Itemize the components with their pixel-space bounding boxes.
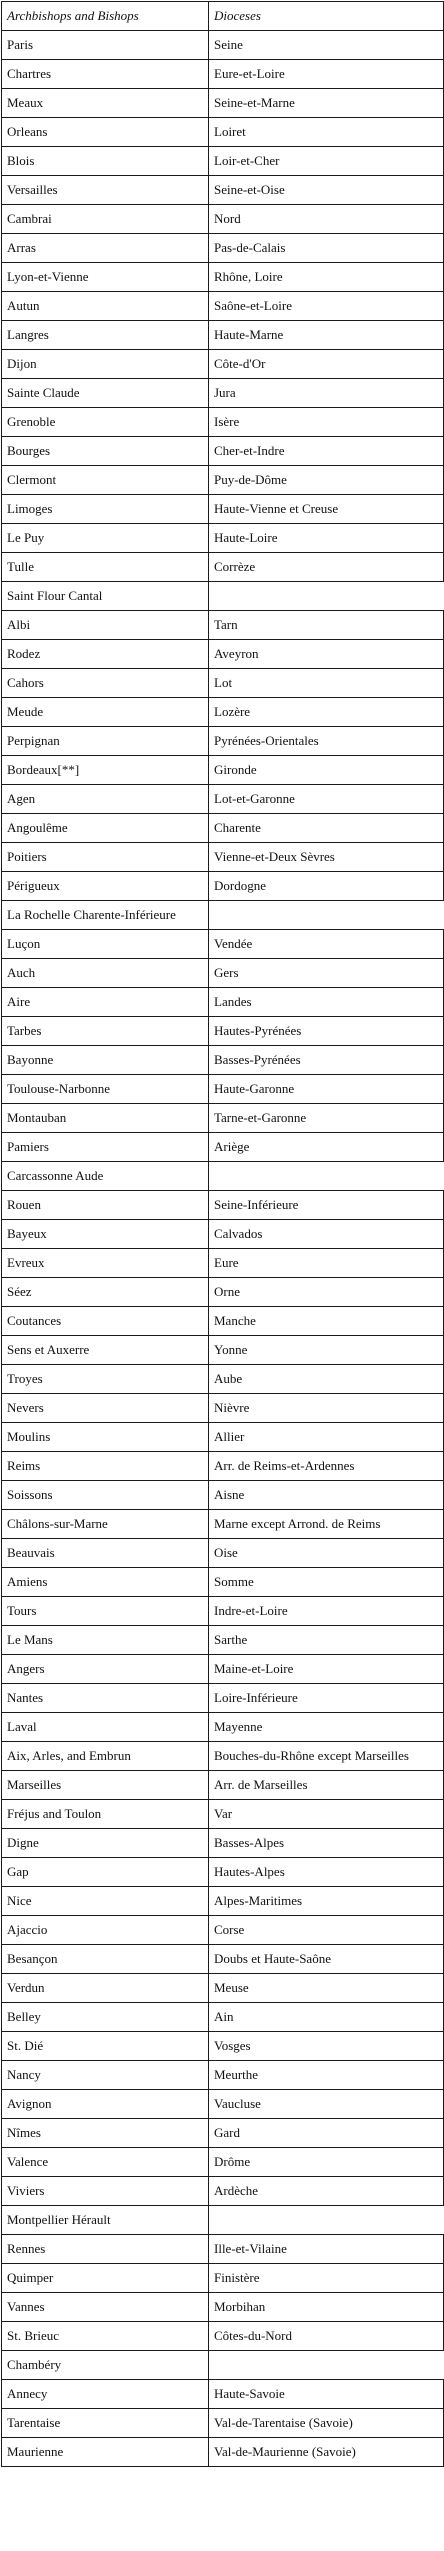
diocese-cell: Arr. de Marseilles [209, 1771, 444, 1800]
table-row [2, 321, 444, 350]
bishop-cell: Aix, Arles, and Embrun [2, 1742, 209, 1771]
table-row [2, 1887, 444, 1916]
bishop-cell: Ajaccio [2, 1916, 209, 1945]
diocese-cell: Gers [209, 959, 444, 988]
table-row [2, 2264, 444, 2293]
diocese-cell: Sarthe [209, 1626, 444, 1655]
table-row [2, 31, 444, 60]
table-row [2, 292, 444, 321]
table-row [2, 2380, 444, 2409]
diocese-cell: Lozère [209, 698, 444, 727]
diocese-cell: Dordogne [209, 872, 444, 901]
table-row [2, 60, 444, 89]
diocese-cell: Jura [209, 379, 444, 408]
bishop-cell: Sens et Auxerre [2, 1336, 209, 1365]
diocese-cell: Vaucluse [209, 2090, 444, 2119]
diocese-cell: Haute-Savoie [209, 2380, 444, 2409]
table-row [2, 1365, 444, 1394]
table-row [2, 901, 444, 930]
bishop-cell: Amiens [2, 1568, 209, 1597]
diocese-cell: Puy-de-Dôme [209, 466, 444, 495]
bishop-cell: Viviers [2, 2177, 209, 2206]
bishop-cell: Perpignan [2, 727, 209, 756]
bishop-cell: Luçon [2, 930, 209, 959]
table-row [2, 1452, 444, 1481]
table-row [2, 1597, 444, 1626]
table-row [2, 2177, 444, 2206]
table-row [2, 118, 444, 147]
diocese-cell: Haute-Vienne et Creuse [209, 495, 444, 524]
table-row [2, 205, 444, 234]
section-cell: Saint Flour Cantal [2, 582, 209, 611]
diocese-cell: Landes [209, 988, 444, 1017]
bishop-cell: Gap [2, 1858, 209, 1887]
diocese-cell: Val-de-Tarentaise (Savoie) [209, 2409, 444, 2438]
bishop-cell: Nice [2, 1887, 209, 1916]
header-archbishops-and-bishops: Archbishops and Bishops [2, 2, 209, 31]
bishop-cell: Limoges [2, 495, 209, 524]
table-row [2, 2206, 444, 2235]
table-row [2, 930, 444, 959]
diocese-cell: Charente [209, 814, 444, 843]
bishop-cell: Toulouse-Narbonne [2, 1075, 209, 1104]
table-row [2, 1075, 444, 1104]
bishop-cell: Coutances [2, 1307, 209, 1336]
diocese-cell: Loiret [209, 118, 444, 147]
section-cell: Chambéry [2, 2351, 209, 2380]
table-row [2, 466, 444, 495]
bishop-cell: Rennes [2, 2235, 209, 2264]
table-row [2, 1249, 444, 1278]
table-row [2, 756, 444, 785]
diocese-cell: Oise [209, 1539, 444, 1568]
diocese-cell: Vienne-et-Deux Sèvres [209, 843, 444, 872]
bishop-cell: Cahors [2, 669, 209, 698]
table-row [2, 1278, 444, 1307]
diocese-cell: Eure [209, 1249, 444, 1278]
diocese-cell: Ille-et-Vilaine [209, 2235, 444, 2264]
table-row [2, 988, 444, 1017]
bishop-cell: Tarbes [2, 1017, 209, 1046]
table-row [2, 2351, 444, 2380]
table-row [2, 2061, 444, 2090]
table-row [2, 234, 444, 263]
diocese-cell: Vendée [209, 930, 444, 959]
table-row [2, 1771, 444, 1800]
table-row [2, 1800, 444, 1829]
diocese-cell: Seine-et-Oise [209, 176, 444, 205]
table-row [2, 698, 444, 727]
diocese-cell: Haute-Marne [209, 321, 444, 350]
bishop-cell: Reims [2, 1452, 209, 1481]
bishop-cell: Lyon-et-Vienne [2, 263, 209, 292]
diocese-cell: Meuse [209, 1974, 444, 2003]
dioceses-table-container [1, 1, 443, 2467]
table-row [2, 1133, 444, 1162]
table-row [2, 843, 444, 872]
table-row [2, 1539, 444, 1568]
bishop-cell: Nevers [2, 1394, 209, 1423]
table-header-row [2, 2, 444, 31]
bishop-cell: Blois [2, 147, 209, 176]
bishop-cell: Autun [2, 292, 209, 321]
diocese-cell: Tarne-et-Garonne [209, 1104, 444, 1133]
diocese-cell: Ardèche [209, 2177, 444, 2206]
bishop-cell: Tarentaise [2, 2409, 209, 2438]
table-row [2, 1829, 444, 1858]
diocese-cell: Gard [209, 2119, 444, 2148]
bishop-cell: Versailles [2, 176, 209, 205]
bishop-cell: Pamiers [2, 1133, 209, 1162]
bishop-cell: St. Brieuc [2, 2322, 209, 2351]
bishop-cell: Avignon [2, 2090, 209, 2119]
bishop-cell: Nîmes [2, 2119, 209, 2148]
bishop-cell: Clermont [2, 466, 209, 495]
table-row [2, 147, 444, 176]
table-row [2, 1307, 444, 1336]
bishop-cell: Troyes [2, 1365, 209, 1394]
table-row [2, 1046, 444, 1075]
diocese-cell: Doubs et Haute-Saône [209, 1945, 444, 1974]
bishop-cell: Laval [2, 1713, 209, 1742]
bishop-cell: Cambrai [2, 205, 209, 234]
diocese-cell: Haute-Garonne [209, 1075, 444, 1104]
bishop-cell: Digne [2, 1829, 209, 1858]
bishop-cell: Dijon [2, 350, 209, 379]
bishop-cell: Valence [2, 2148, 209, 2177]
diocese-cell: Cher-et-Indre [209, 437, 444, 466]
diocese-cell: Vosges [209, 2032, 444, 2061]
bishop-cell: Nantes [2, 1684, 209, 1713]
diocese-cell: Var [209, 1800, 444, 1829]
diocese-cell: Rhône, Loire [209, 263, 444, 292]
diocese-cell: Indre-et-Loire [209, 1597, 444, 1626]
header-dioceses: Dioceses [209, 2, 444, 31]
diocese-cell: Nièvre [209, 1394, 444, 1423]
diocese-cell: Côtes-du-Nord [209, 2322, 444, 2351]
diocese-cell: Hautes-Alpes [209, 1858, 444, 1887]
bishop-cell: Bordeaux[**] [2, 756, 209, 785]
table-row [2, 553, 444, 582]
bishop-cell: Montauban [2, 1104, 209, 1133]
diocese-cell: Bouches-du-Rhône except Marseilles [209, 1742, 444, 1771]
table-row [2, 1713, 444, 1742]
table-row [2, 2090, 444, 2119]
bishop-cell: Chartres [2, 60, 209, 89]
bishop-cell: Moulins [2, 1423, 209, 1452]
diocese-cell: Calvados [209, 1220, 444, 1249]
diocese-cell: Lot-et-Garonne [209, 785, 444, 814]
diocese-cell: Aisne [209, 1481, 444, 1510]
table-row [2, 582, 444, 611]
diocese-cell: Seine-Inférieure [209, 1191, 444, 1220]
bishop-cell: Beauvais [2, 1539, 209, 1568]
bishop-cell: Maurienne [2, 2438, 209, 2467]
table-row [2, 379, 444, 408]
bishop-cell: Besançon [2, 1945, 209, 1974]
bishop-cell: Vannes [2, 2293, 209, 2322]
table-row [2, 1655, 444, 1684]
bishop-cell: Tours [2, 1597, 209, 1626]
bishop-cell: Verdun [2, 1974, 209, 2003]
empty-cell [209, 901, 444, 930]
table-row [2, 1191, 444, 1220]
table-row [2, 959, 444, 988]
table-row [2, 814, 444, 843]
table-row [2, 2003, 444, 2032]
table-row [2, 2032, 444, 2061]
bishop-cell: Annecy [2, 2380, 209, 2409]
table-row [2, 350, 444, 379]
bishop-cell: Langres [2, 321, 209, 350]
table-row [2, 89, 444, 118]
diocese-cell: Finistère [209, 2264, 444, 2293]
table-row [2, 1684, 444, 1713]
diocese-cell: Seine-et-Marne [209, 89, 444, 118]
table-row [2, 1974, 444, 2003]
bishop-cell: Aire [2, 988, 209, 1017]
bishop-cell: Angoulême [2, 814, 209, 843]
diocese-cell: Ain [209, 2003, 444, 2032]
diocese-cell: Tarn [209, 611, 444, 640]
table-row [2, 611, 444, 640]
table-row [2, 1626, 444, 1655]
table-row [2, 1104, 444, 1133]
bishop-cell: Arras [2, 234, 209, 263]
diocese-cell: Côte-d'Or [209, 350, 444, 379]
section-cell: Montpellier Hérault [2, 2206, 209, 2235]
bishop-cell: Albi [2, 611, 209, 640]
diocese-cell: Aveyron [209, 640, 444, 669]
bishop-cell: Séez [2, 1278, 209, 1307]
bishop-cell: Auch [2, 959, 209, 988]
table-row [2, 1945, 444, 1974]
diocese-cell: Val-de-Maurienne (Savoie) [209, 2438, 444, 2467]
dioceses-table [1, 1, 444, 2467]
diocese-cell: Arr. de Reims-et-Ardennes [209, 1452, 444, 1481]
diocese-cell: Yonne [209, 1336, 444, 1365]
diocese-cell: Drôme [209, 2148, 444, 2177]
table-row [2, 495, 444, 524]
table-row [2, 2293, 444, 2322]
diocese-cell: Aube [209, 1365, 444, 1394]
diocese-cell: Saône-et-Loire [209, 292, 444, 321]
diocese-cell: Ariège [209, 1133, 444, 1162]
table-row [2, 2235, 444, 2264]
bishop-cell: Sainte Claude [2, 379, 209, 408]
table-row [2, 2438, 444, 2467]
diocese-cell: Hautes-Pyrénées [209, 1017, 444, 1046]
table-row [2, 1220, 444, 1249]
diocese-cell: Orne [209, 1278, 444, 1307]
table-row [2, 2119, 444, 2148]
diocese-cell: Lot [209, 669, 444, 698]
table-row [2, 785, 444, 814]
bishop-cell: Meude [2, 698, 209, 727]
diocese-cell: Allier [209, 1423, 444, 1452]
table-row [2, 669, 444, 698]
diocese-cell: Morbihan [209, 2293, 444, 2322]
empty-cell [209, 582, 444, 611]
empty-cell [209, 2206, 444, 2235]
diocese-cell: Manche [209, 1307, 444, 1336]
table-row [2, 872, 444, 901]
diocese-cell: Isère [209, 408, 444, 437]
table-row [2, 1394, 444, 1423]
diocese-cell: Meurthe [209, 2061, 444, 2090]
table-row [2, 727, 444, 756]
table-row [2, 1916, 444, 1945]
bishop-cell: Evreux [2, 1249, 209, 1278]
table-row [2, 176, 444, 205]
bishop-cell: Rouen [2, 1191, 209, 1220]
bishop-cell: Soissons [2, 1481, 209, 1510]
bishop-cell: Grenoble [2, 408, 209, 437]
diocese-cell: Loir-et-Cher [209, 147, 444, 176]
table-row [2, 640, 444, 669]
table-row [2, 263, 444, 292]
bishop-cell: Bayonne [2, 1046, 209, 1075]
table-row [2, 1017, 444, 1046]
diocese-cell: Maine-et-Loire [209, 1655, 444, 1684]
bishop-cell: Bourges [2, 437, 209, 466]
table-row [2, 1481, 444, 1510]
table-body [2, 31, 444, 2467]
bishop-cell: Le Mans [2, 1626, 209, 1655]
bishop-cell: Fréjus and Toulon [2, 1800, 209, 1829]
table-row [2, 2148, 444, 2177]
bishop-cell: Angers [2, 1655, 209, 1684]
bishop-cell: St. Dié [2, 2032, 209, 2061]
table-row [2, 1336, 444, 1365]
table-row [2, 524, 444, 553]
bishop-cell: Châlons-sur-Marne [2, 1510, 209, 1539]
table-row [2, 1423, 444, 1452]
diocese-cell: Pyrénées-Orientales [209, 727, 444, 756]
table-row [2, 1568, 444, 1597]
bishop-cell: Quimper [2, 2264, 209, 2293]
diocese-cell: Eure-et-Loire [209, 60, 444, 89]
diocese-cell: Mayenne [209, 1713, 444, 1742]
diocese-cell: Alpes-Maritimes [209, 1887, 444, 1916]
table-row [2, 2409, 444, 2438]
diocese-cell: Nord [209, 205, 444, 234]
table-row [2, 1742, 444, 1771]
table-row [2, 1162, 444, 1191]
empty-cell [209, 2351, 444, 2380]
diocese-cell: Basses-Alpes [209, 1829, 444, 1858]
bishop-cell: Nancy [2, 2061, 209, 2090]
table-row [2, 1510, 444, 1539]
diocese-cell: Gironde [209, 756, 444, 785]
bishop-cell: Poitiers [2, 843, 209, 872]
section-cell: Carcassonne Aude [2, 1162, 209, 1191]
diocese-cell: Somme [209, 1568, 444, 1597]
diocese-cell: Marne except Arrond. de Reims [209, 1510, 444, 1539]
bishop-cell: Bayeux [2, 1220, 209, 1249]
bishop-cell: Belley [2, 2003, 209, 2032]
diocese-cell: Haute-Loire [209, 524, 444, 553]
table-row [2, 1858, 444, 1887]
bishop-cell: Meaux [2, 89, 209, 118]
bishop-cell: Rodez [2, 640, 209, 669]
bishop-cell: Tulle [2, 553, 209, 582]
diocese-cell: Loire-Inférieure [209, 1684, 444, 1713]
table-row [2, 437, 444, 466]
diocese-cell: Seine [209, 31, 444, 60]
bishop-cell: Marseilles [2, 1771, 209, 1800]
diocese-cell: Corse [209, 1916, 444, 1945]
empty-cell [209, 1162, 444, 1191]
table-row [2, 408, 444, 437]
bishop-cell: Paris [2, 31, 209, 60]
diocese-cell: Pas-de-Calais [209, 234, 444, 263]
bishop-cell: Orleans [2, 118, 209, 147]
bishop-cell: Agen [2, 785, 209, 814]
bishop-cell: Périgueux [2, 872, 209, 901]
section-cell: La Rochelle Charente-Inférieure [2, 901, 209, 930]
bishop-cell: Le Puy [2, 524, 209, 553]
diocese-cell: Basses-Pyrénées [209, 1046, 444, 1075]
table-row [2, 2322, 444, 2351]
diocese-cell: Corrèze [209, 553, 444, 582]
